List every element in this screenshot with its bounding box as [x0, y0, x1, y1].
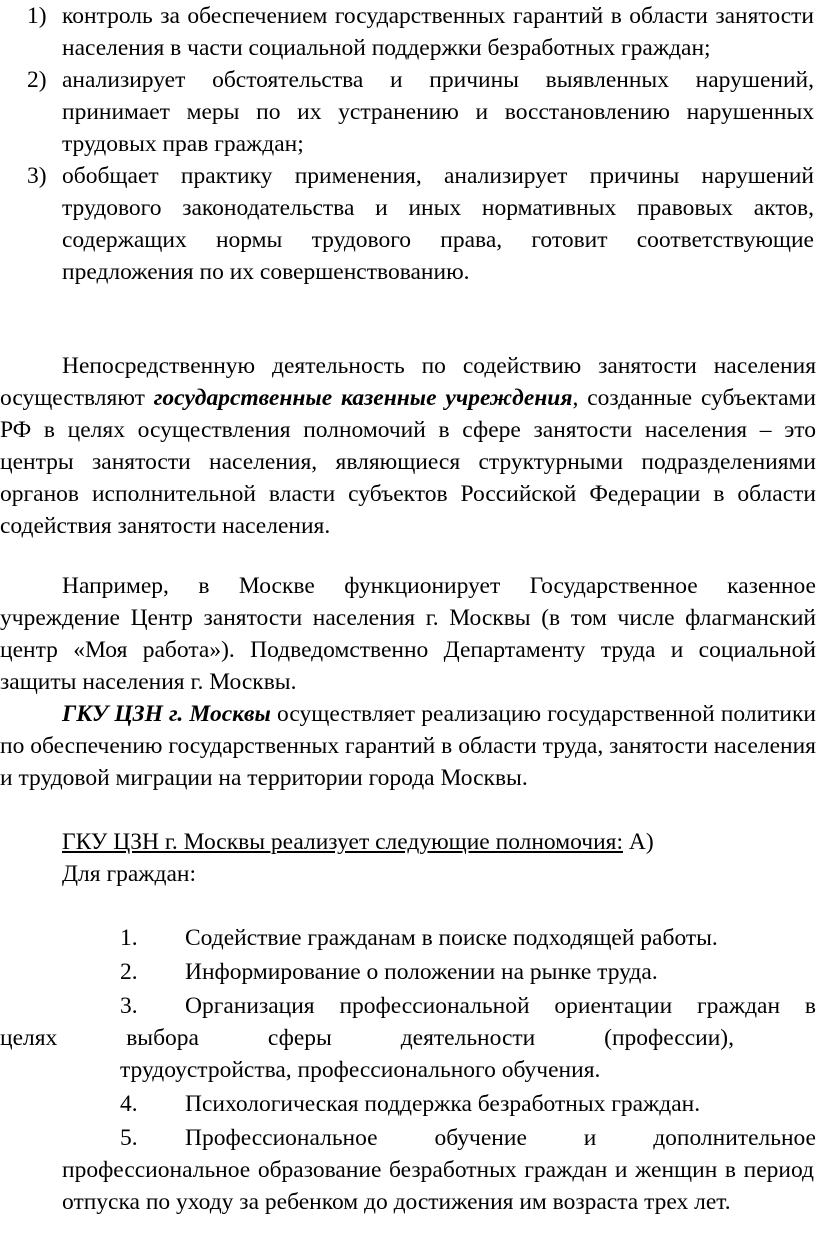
paragraph-text: , созданные субъектами РФ в целях осуществления полномочий в сфере занятости населения – это центры занятости населения, являющиеся структурными подразделениями органов исполнительной власти субъектов Российской Федерации в области содействия занятости населения.	[0, 385, 816, 539]
obligations-list	[0, 0, 816, 288]
paragraph-agencies	[0, 350, 816, 542]
list-item-number: 2)	[27, 67, 47, 93]
paragraph-text: Например, в Москве функционирует Государственное казенное учреждение Центр занятости населения г. Москвы (в том числе флагманский центр «Моя работа»). Подведомственно Департаменту труда и социальной защиты населения г. Москвы.	[0, 573, 816, 695]
powers-list	[0, 922, 816, 1218]
list-item	[0, 990, 816, 1086]
list-item	[0, 160, 816, 288]
emphasis-text: государственные казенные учреждения	[153, 385, 573, 411]
list-item-text: Организация профессиональной ориентации граждан в	[185, 993, 816, 1019]
list-item-number: 4.	[120, 1091, 138, 1117]
list-item	[62, 956, 816, 988]
list-item	[62, 1122, 816, 1218]
list-item-text: Профессиональное обучение и дополнительное	[185, 1125, 816, 1151]
list-item-text: целях выбора сферы деятельности (профессии),	[0, 1025, 734, 1051]
paragraph-text: Непосредственную деятельность по содействию занятости населения осуществляют	[0, 353, 816, 411]
list-item	[62, 1088, 816, 1120]
list-item-number: 1)	[27, 3, 47, 29]
list-item-number: 3)	[27, 163, 47, 189]
list-item	[62, 922, 816, 954]
list-item-text: Содействие гражданам в поиске подходящей работы.	[185, 925, 718, 951]
list-item-number: 1.	[120, 925, 138, 951]
list-item-text: Информирование о положении на рынке труда.	[185, 959, 658, 985]
underlined-heading: ГКУ ЦЗН г. Москвы реализует следующие полномочия:	[62, 829, 623, 855]
list-item	[0, 64, 816, 160]
section-label: А)	[622, 829, 654, 855]
list-item	[0, 0, 816, 64]
paragraph-gku-czn	[0, 698, 816, 794]
subheading: Для граждан:	[62, 861, 196, 887]
list-item-text: анализирует обстоятельства и причины выявленных нарушений, принимает меры по их устранению и восстановлению нарушенных трудовых прав граждан;	[62, 67, 814, 157]
list-item-text: обобщает практику применения, анализирует причины нарушений трудового законодательства и иных нормативных правовых актов, содержащих нормы трудового права, готовит соответствующие предложения по их совершенствованию.	[62, 163, 814, 285]
list-item-text: контроль за обеспечением государственных гарантий в области занятости населения в части социальной поддержки безработных граждан;	[62, 3, 814, 61]
paragraph-moscow-example	[0, 570, 816, 698]
powers-heading	[0, 826, 816, 890]
list-item-number: 3.	[120, 993, 138, 1019]
list-item-text: профессиональное образование безработных граждан и женщин в период отпуска по уходу за ребенком до достижения им возраста трех лет.	[62, 1157, 814, 1215]
emphasis-text: ГКУ ЦЗН г. Москвы	[62, 701, 271, 727]
paragraph-text: осуществляет реализацию государственной политики по обеспечению государственных гарантий в области труда, занятости населения и трудовой миграции на территории города Москвы.	[0, 701, 816, 791]
list-item-text: трудоустройства, профессионального обучения.	[120, 1057, 601, 1083]
list-item-text: Психологическая поддержка безработных граждан.	[185, 1091, 701, 1117]
list-item-number: 5.	[120, 1125, 138, 1151]
list-item-number: 2.	[120, 959, 138, 985]
